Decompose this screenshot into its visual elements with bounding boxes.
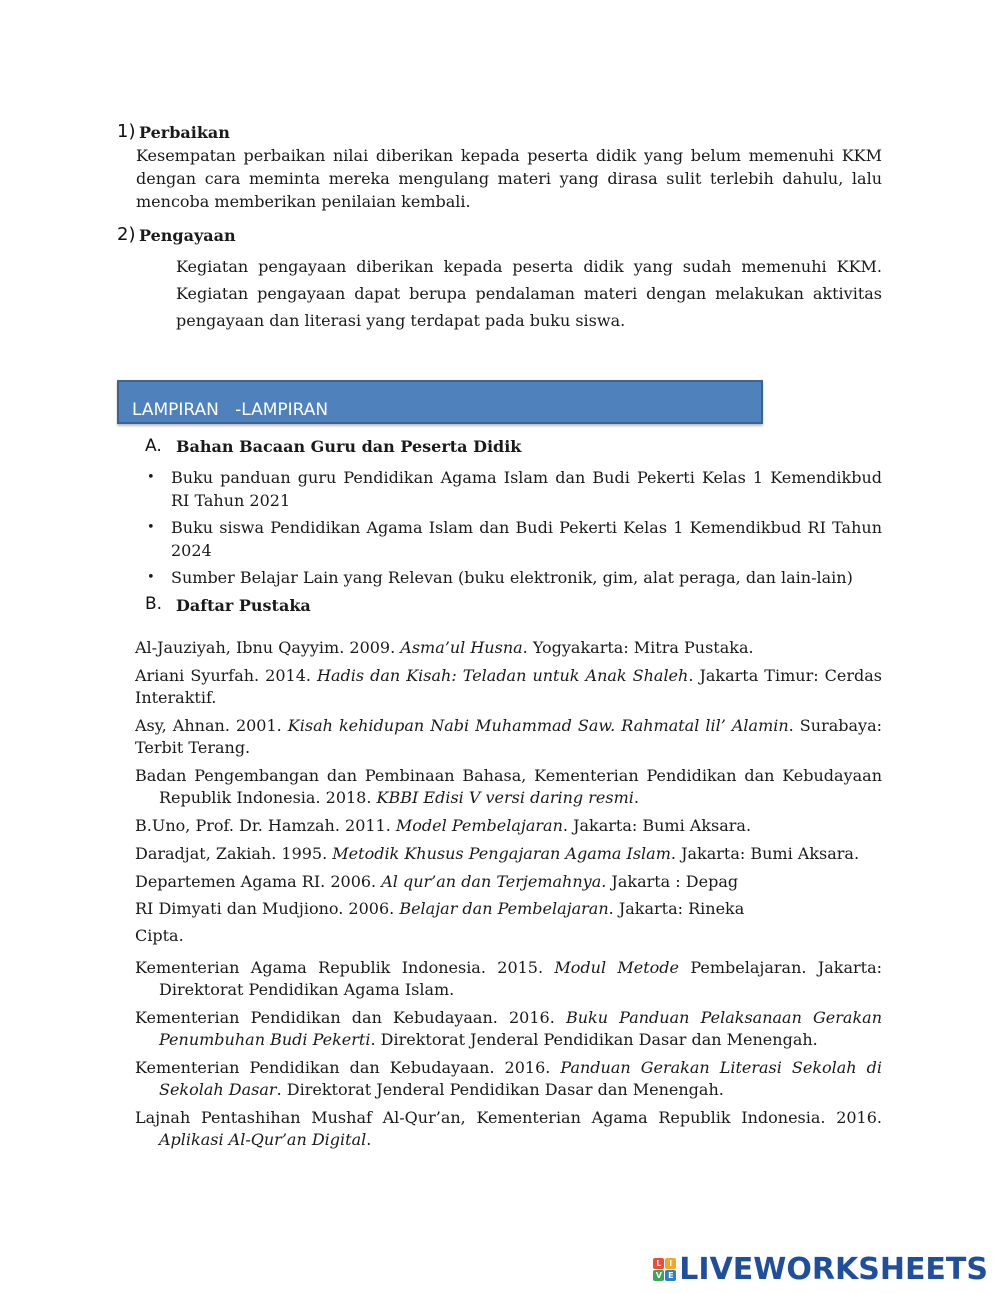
pengayaan-title: Pengayaan [139, 226, 236, 245]
bullet-icon: • [147, 570, 155, 585]
reference-item: Al-Jauziyah, Ibnu Qayyim. 2009. Asma’ul Husna. Yogyakarta: Mitra Pustaka. [135, 638, 754, 657]
reference-item: Kementerian Pendidikan dan Kebudayaan. 2016. Panduan Gerakan Literasi Sekolah di Sekolah Dasar. Direktorat Jenderal Pendidikan Dasar dan Menengah. [135, 1058, 882, 1099]
logo-text: LIVEWORKSHEETS [679, 1252, 988, 1287]
reference-item: Daradjat, Zakiah. 1995. Metodik Khusus Pengajaran Agama Islam. Jakarta: Bumi Aksara. [135, 844, 860, 863]
reference-item: Asy, Ahnan. 2001. Kisah kehidupan Nabi Muhammad Saw. Rahmatal lil’ Alamin. Surabaya: Terbit Terang. [135, 716, 883, 757]
reference-item: Kementerian Pendidikan dan Kebudayaan. 2016. Buku Panduan Pelaksanaan Gerakan Penumbuhan Budi Pekerti. Direktorat Jenderal Pendidikan Dasar dan Menengah. [135, 1008, 882, 1049]
section-b-title: Daftar Pustaka [176, 596, 311, 615]
perbaikan-title: Perbaikan [139, 123, 230, 142]
reference-item: Lajnah Pentashihan Mushaf Al-Qur’an, Kementerian Agama Republik Indonesia. 2016. Aplikasi Al-Qur’an Digital. [135, 1108, 882, 1149]
reference-item: Badan Pengembangan dan Pembinaan Bahasa, Kementerian Pendidikan dan Kebudayaan Republik Indonesia. 2018. KBBI Edisi V versi daring resmi. [135, 766, 882, 807]
section-a-title: Bahan Bacaan Guru dan Peserta Didik [176, 437, 522, 456]
reference-item: Kementerian Agama Republik Indonesia. 2015. Modul Metode Pembelajaran. Jakarta: Direktorat Pendidikan Agama Islam. [135, 958, 883, 999]
list-item: • Buku siswa Pendidikan Agama Islam dan Budi Pekerti Kelas 1 Kemendikbud RI Tahun 2024 [147, 518, 882, 560]
section-a-letter: A. [145, 436, 162, 456]
lampiran-banner [117, 380, 763, 424]
pengayaan-number: 2) [117, 224, 136, 245]
bullet-icon: • [147, 470, 155, 485]
list-item: • Sumber Belajar Lain yang Relevan (buku elektronik, gim, alat peraga, dan lain-lain) [147, 568, 853, 587]
reference-item: Departemen Agama RI. 2006. Al qur’an dan Terjemahnya. Jakarta : Depag [135, 872, 739, 891]
reference-item: Cipta. [135, 926, 184, 945]
pengayaan-text: Kegiatan pengayaan diberikan kepada peserta didik yang sudah memenuhi KKM. Kegiatan pengayaan dapat berupa pendalaman materi dengan melakukan aktivitas pengayaan dan literasi yang terdapat pada buku siswa. [176, 257, 882, 330]
liveworksheets-logo[interactable] [653, 1252, 988, 1287]
reference-item: B.Uno, Prof. Dr. Hamzah. 2011. Model Pembelajaran. Jakarta: Bumi Aksara. [135, 816, 752, 835]
reference-item: RI Dimyati dan Mudjiono. 2006. Belajar dan Pembelajaran. Jakarta: Rineka [135, 899, 745, 918]
reference-item: Ariani Syurfah. 2014. Hadis dan Kisah: Teladan untuk Anak Shaleh. Jakarta Timur: Cerdas Interaktif. [135, 666, 882, 707]
perbaikan-number: 1) [117, 121, 136, 142]
list-item: • Buku panduan guru Pendidikan Agama Islam dan Budi Pekerti Kelas 1 Kemendikbud RI Tahun 2021 [147, 468, 882, 510]
lampiran-banner-title: LAMPIRAN -LAMPIRAN [132, 400, 329, 420]
section-b-letter: B. [145, 594, 163, 614]
perbaikan-text: Kesempatan perbaikan nilai diberikan kepada peserta didik yang belum memenuhi KKM dengan cara meminta mereka mengulang materi yang dirasa sulit terlebih dahulu, lalu mencoba memberikan penilaian kembali. [136, 146, 882, 211]
logo-mark-icon: L I V E [653, 1258, 676, 1281]
bullet-icon: • [147, 520, 155, 535]
